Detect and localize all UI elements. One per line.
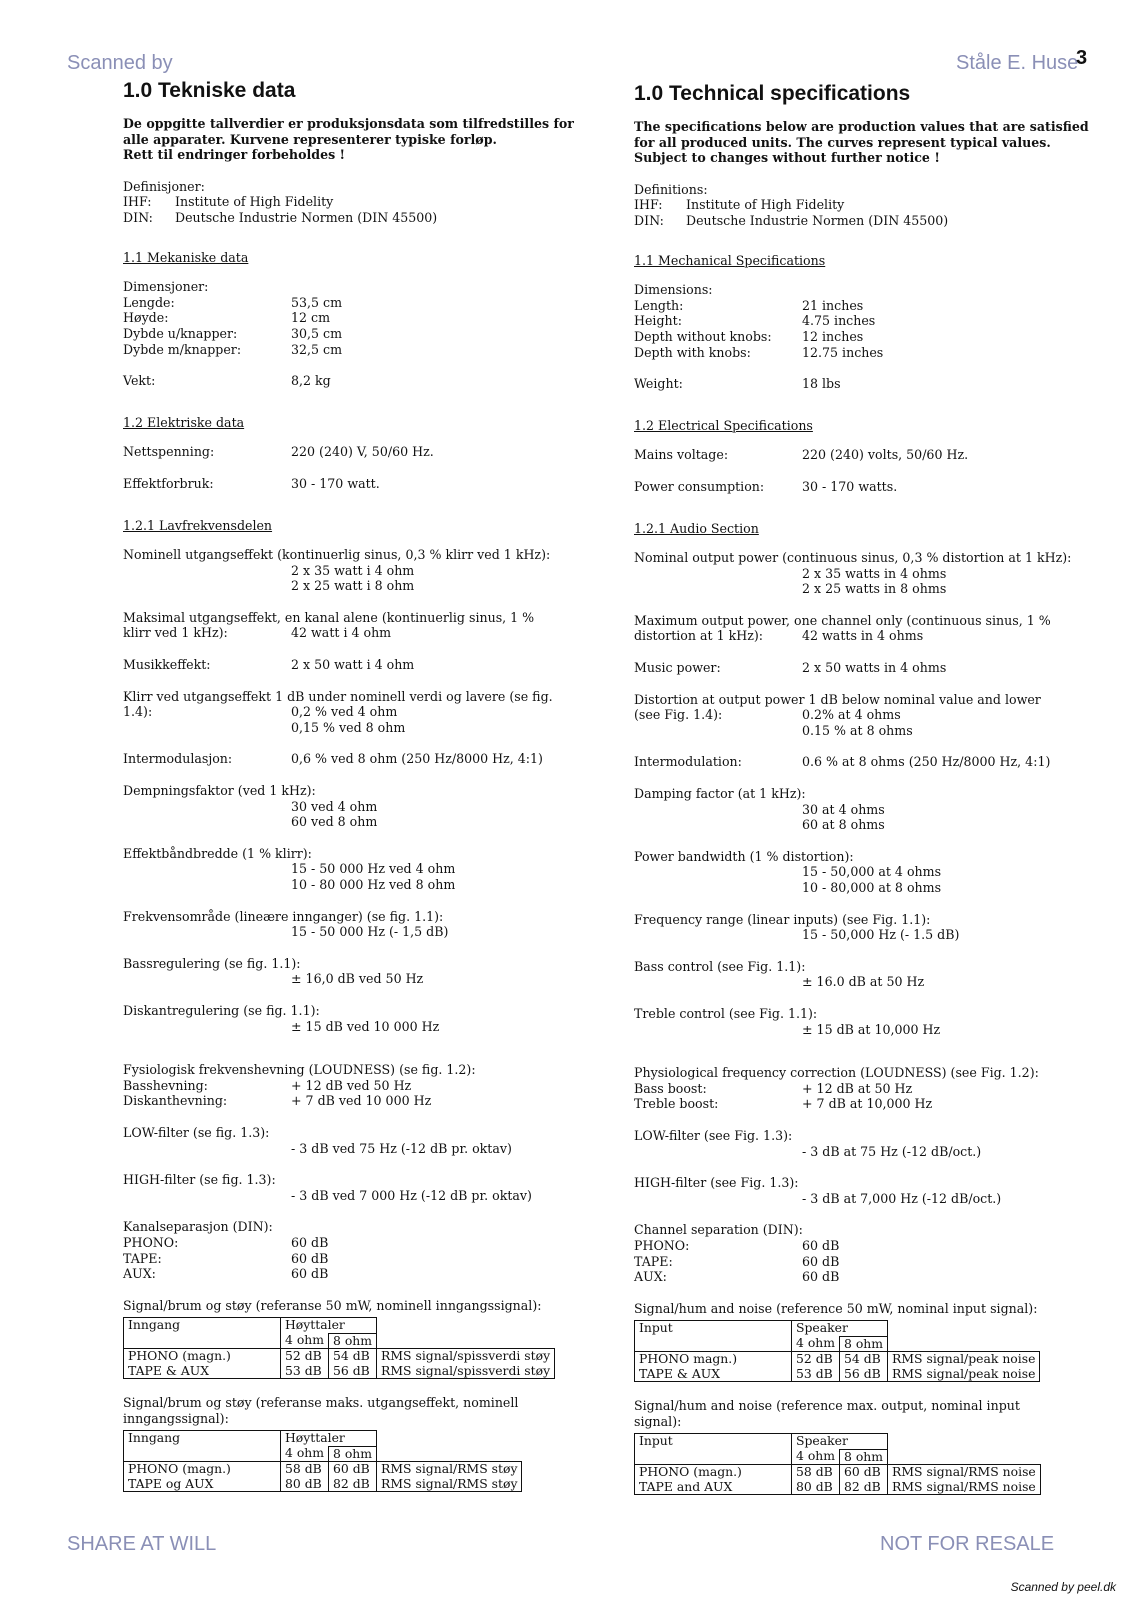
table-cell: 58 dB — [792, 1465, 840, 1480]
watermark-author: Ståle E. Huse — [956, 52, 1079, 74]
table-row — [635, 1465, 1041, 1480]
table-header: Inngang — [124, 1318, 281, 1349]
spec-value: 30 ved 4 ohm — [291, 798, 378, 814]
def-value: Institute of High Fidelity — [175, 194, 334, 210]
spec-value: 60 dB — [291, 1250, 329, 1266]
definitions — [634, 182, 1122, 229]
spec-value: 60 dB — [291, 1266, 329, 1282]
scan-credit: Scanned by peel.dk — [1010, 1580, 1116, 1594]
spec-value: 0.2% at 4 ohms — [802, 707, 901, 723]
spec-value: 15 - 50 000 Hz ved 4 ohm — [291, 861, 456, 877]
snr-table-2 — [634, 1433, 1041, 1495]
table-header: Input — [635, 1321, 792, 1352]
table-cell: PHONO magn.) — [635, 1352, 792, 1367]
spec-value: ± 15 dB at 10,000 Hz — [802, 1021, 941, 1037]
spec-value: 2 x 50 watt i 4 ohm — [291, 657, 415, 673]
spec-label: Power bandwidth (1 % distortion): — [634, 848, 854, 864]
spec-key: Diskanthevning: — [123, 1093, 228, 1109]
def-key: IHF: — [123, 194, 152, 210]
dimensions-label: Dimensjoner: — [123, 279, 209, 295]
spec-label: Frekvensområde (lineære innganger) (se fig. 1.1): — [123, 908, 444, 924]
def-key: DIN: — [634, 212, 664, 228]
spec-key: Lengde: — [123, 294, 175, 310]
spec-value: 60 dB — [802, 1253, 840, 1269]
spec-value: + 12 dB at 50 Hz — [802, 1080, 913, 1096]
table-header: Input — [635, 1434, 792, 1465]
spec-value: 60 ved 8 ohm — [291, 814, 378, 830]
spec-value: 42 watts in 4 ohms — [802, 628, 924, 644]
table-cell: 80 dB — [792, 1480, 840, 1495]
table-cell: TAPE & AUX — [635, 1367, 792, 1382]
table-header: 8 ohm — [840, 1449, 888, 1465]
snr-heading: Signal/hum and noise (reference 50 mW, nominal input signal): — [634, 1300, 1038, 1316]
spec-label: HIGH-filter (se fig. 1.3): — [123, 1172, 276, 1188]
snr-heading: Signal/brum og støy (referanse 50 mW, nominell inngangssignal): — [123, 1297, 542, 1313]
spec-key: distortion at 1 kHz): — [634, 628, 763, 644]
spec-value: 220 (240) volts, 50/60 Hz. — [802, 447, 969, 463]
mech-heading: 1.1 Mekaniske data — [123, 249, 249, 265]
spec-value: 2 x 25 watt i 8 ohm — [291, 578, 415, 594]
table-header: Speaker — [792, 1321, 888, 1337]
table-cell: 56 dB — [329, 1364, 377, 1379]
table-header: 8 ohm — [329, 1333, 377, 1349]
spec-key: Effektforbruk: — [123, 475, 214, 491]
table-cell: 52 dB — [281, 1349, 329, 1364]
spec-value: 42 watt i 4 ohm — [291, 625, 392, 641]
table-cell: 60 dB — [329, 1462, 377, 1477]
spec-label: Nominell utgangseffekt (kontinuerlig sinus, 0,3 % klirr ved 1 kHz): — [123, 547, 551, 563]
table-cell: 54 dB — [329, 1349, 377, 1364]
spec-value: 220 (240) V, 50/60 Hz. — [291, 444, 434, 460]
snr-table — [123, 1317, 555, 1379]
table-cell: TAPE and AUX — [635, 1480, 792, 1495]
spec-label: Nominal output power (continuous sinus, 0,3 % distortion at 1 kHz): — [634, 550, 1072, 566]
table-row — [124, 1364, 555, 1379]
table-cell: 58 dB — [281, 1462, 329, 1477]
spec-value: 10 - 80 000 Hz ved 8 ohm — [291, 877, 456, 892]
table-cell: RMS signal/RMS støy — [377, 1462, 522, 1477]
spec-key: Music power: — [634, 660, 721, 676]
spec-value: 0,2 % ved 4 ohm — [291, 704, 398, 720]
spec-key: AUX: — [634, 1269, 667, 1285]
table-cell: RMS signal/RMS noise — [888, 1465, 1041, 1480]
spec-key: AUX: — [123, 1266, 156, 1282]
spec-key: Intermodulasjon: — [123, 751, 233, 767]
spec-value: 0,6 % ved 8 ohm (250 Hz/8000 Hz, 4:1) — [291, 751, 543, 767]
spec-value: 2 x 25 watts in 8 ohms — [802, 581, 947, 597]
spec-label: Physiological frequency correction (LOUDNESS) (see Fig. 1.2): — [634, 1065, 1039, 1081]
section-title: 1.0 Tekniske data — [123, 79, 296, 102]
spec-key: TAPE: — [123, 1250, 162, 1266]
spec-value: 21 inches — [802, 297, 864, 313]
spec-label: Treble control (see Fig. 1.1): — [634, 1005, 818, 1021]
elec-heading: 1.2 Electrical Specifications — [634, 417, 813, 433]
spec-key: Height: — [634, 313, 682, 329]
spec-value: + 7 dB ved 10 000 Hz — [291, 1093, 432, 1109]
spec-value: 60 dB — [291, 1234, 329, 1250]
table-cell: 80 dB — [281, 1477, 329, 1492]
spec-label: Channel separation (DIN): — [634, 1222, 803, 1238]
table-cell: RMS signal/RMS støy — [377, 1477, 522, 1492]
audio-heading: 1.2.1 Lavfrekvensdelen — [123, 517, 273, 533]
watermark-share: SHARE AT WILL — [67, 1533, 217, 1555]
column-english — [634, 78, 1122, 1511]
spec-key: Basshevning: — [123, 1077, 208, 1093]
table-header: Speaker — [792, 1434, 888, 1450]
spec-value: 12 cm — [291, 310, 331, 326]
table-cell: 54 dB — [840, 1352, 888, 1367]
section-title: 1.0 Technical specifications — [634, 82, 911, 105]
audio-heading: 1.2.1 Audio Section — [634, 520, 759, 536]
spec-key: Depth without knobs: — [634, 328, 772, 344]
spec-key: Power consumption: — [634, 478, 765, 494]
spec-key: Bass boost: — [634, 1080, 707, 1096]
table-header: Høyttaler — [281, 1431, 377, 1447]
table-row — [124, 1462, 522, 1477]
spec-key: Intermodulation: — [634, 754, 742, 770]
spec-value: 53,5 cm — [291, 294, 343, 310]
page-number: 3 — [1076, 47, 1088, 69]
def-value: Deutsche Industrie Normen (DIN 45500) — [686, 212, 949, 228]
spec-label: Kanalseparasjon (DIN): — [123, 1219, 273, 1235]
table-cell: 52 dB — [792, 1352, 840, 1367]
table-header: 4 ohm — [792, 1449, 840, 1465]
spec-value: 0.6 % at 8 ohms (250 Hz/8000 Hz, 4:1) — [802, 754, 1051, 770]
spec-value: 4.75 inches — [802, 313, 876, 329]
mech-block — [123, 279, 609, 357]
spec-key: klirr ved 1 kHz): — [123, 625, 228, 641]
spec-key: Høyde: — [123, 310, 169, 326]
spec-value: 2 x 35 watt i 4 ohm — [291, 562, 415, 578]
table-row — [124, 1477, 522, 1492]
table-cell: RMS signal/RMS noise — [888, 1480, 1041, 1495]
spec-value: - 3 dB at 75 Hz (-12 dB/oct.) — [802, 1143, 982, 1159]
definitions-heading: Definitions: — [634, 181, 708, 197]
table-row — [635, 1480, 1041, 1495]
spec-label: Frequency range (linear inputs) (see Fig. 1.1): — [634, 911, 931, 927]
spec-value: 32,5 cm — [291, 341, 343, 357]
table-cell: RMS signal/peak noise — [888, 1352, 1040, 1367]
spec-key: Dybde m/knapper: — [123, 341, 242, 357]
spec-label: Bassregulering (se fig. 1.1): — [123, 955, 301, 971]
spec-key: PHONO: — [634, 1237, 690, 1253]
spec-value: 2 x 50 watts in 4 ohms — [802, 660, 947, 676]
spec-key: (see Fig. 1.4): — [634, 707, 723, 723]
spec-key: Depth with knobs: — [634, 344, 751, 360]
table-cell: 60 dB — [840, 1465, 888, 1480]
spec-label: LOW-filter (se fig. 1.3): — [123, 1124, 270, 1140]
spec-value: 0,15 % ved 8 ohm — [291, 719, 406, 735]
table-cell: RMS signal/peak noise — [888, 1367, 1040, 1382]
spec-label: Diskantregulering (se fig. 1.1): — [123, 1002, 320, 1018]
intro-text: The specifications below are production values that are satisfied for all produced units. The curves represent typical values. Subject to changes without further notice ! — [634, 119, 1089, 166]
spec-key: Length: — [634, 297, 684, 313]
spec-label: Dempningsfaktor (ved 1 kHz): — [123, 783, 316, 799]
spec-value: 15 - 50,000 Hz (- 1.5 dB) — [802, 927, 960, 943]
table-cell: TAPE og AUX — [124, 1477, 281, 1492]
table-cell: PHONO (magn.) — [124, 1462, 281, 1477]
table-header: Inngang — [124, 1431, 281, 1462]
spec-value: 15 - 50,000 at 4 ohms — [802, 864, 942, 880]
spec-key: Vekt: — [123, 373, 156, 389]
table-header: 4 ohm — [281, 1333, 329, 1349]
table-row — [635, 1352, 1040, 1367]
spec-value: 30 - 170 watts. — [802, 478, 898, 494]
spec-value: 2 x 35 watts in 4 ohms — [802, 565, 947, 581]
spec-key: TAPE: — [634, 1253, 673, 1269]
spec-value: 10 - 80,000 at 8 ohms — [802, 880, 942, 895]
def-value: Deutsche Industrie Normen (DIN 45500) — [175, 209, 438, 225]
table-cell: 53 dB — [281, 1364, 329, 1379]
watermark-resale: NOT FOR RESALE — [880, 1533, 1055, 1555]
spec-value: 30 - 170 watt. — [291, 475, 380, 491]
table-cell: TAPE & AUX — [124, 1364, 281, 1379]
definitions-heading: Definisjoner: — [123, 178, 205, 194]
mech-heading: 1.1 Mechanical Specifications — [634, 252, 826, 268]
spec-label: Maximum output power, one channel only (continuous sinus, 1 % — [634, 612, 1051, 628]
def-value: Institute of High Fidelity — [686, 197, 845, 213]
spec-label: Damping factor (at 1 kHz): — [634, 786, 806, 802]
table-cell: 56 dB — [840, 1367, 888, 1382]
table-cell: 82 dB — [840, 1480, 888, 1495]
spec-key: Mains voltage: — [634, 447, 729, 463]
spec-value: 8,2 kg — [291, 373, 331, 389]
spec-label: Effektbåndbredde (1 % klirr): — [123, 845, 312, 861]
snr-table-2 — [123, 1430, 522, 1492]
spec-value: 30,5 cm — [291, 325, 343, 341]
table-cell: PHONO (magn.) — [124, 1349, 281, 1364]
spec-value: ± 16,0 dB ved 50 Hz — [291, 971, 424, 987]
spec-key: PHONO: — [123, 1234, 179, 1250]
spec-value: 12 inches — [802, 328, 864, 344]
spec-label: LOW-filter (see Fig. 1.3): — [634, 1127, 793, 1143]
spec-value: 12.75 inches — [802, 344, 884, 360]
snr-heading-2: Signal/hum and noise (reference max. output, nominal input signal): — [634, 1398, 1020, 1429]
table-header: 4 ohm — [792, 1336, 840, 1352]
table-cell: 53 dB — [792, 1367, 840, 1382]
intro-text: De oppgitte tallverdier er produksjonsdata som tilfredstilles for alle apparater. Kurvene representerer typiske forløp. Rett til endringer forbeholdes ! — [123, 116, 574, 163]
table-header: 4 ohm — [281, 1446, 329, 1462]
table-cell: 82 dB — [329, 1477, 377, 1492]
spec-label: Distortion at output power 1 dB below nominal value and lower — [634, 691, 1041, 707]
spec-key: Dybde u/knapper: — [123, 325, 238, 341]
spec-value: + 12 dB ved 50 Hz — [291, 1077, 412, 1093]
spec-value: 18 lbs — [802, 376, 841, 392]
spec-key: Nettspenning: — [123, 444, 215, 460]
definitions — [123, 179, 609, 226]
def-key: IHF: — [634, 197, 663, 213]
spec-value: 15 - 50 000 Hz (- 1,5 dB) — [291, 924, 449, 940]
table-header: Høyttaler — [281, 1318, 377, 1334]
table-row — [124, 1349, 555, 1364]
dimensions-label: Dimensions: — [634, 282, 713, 298]
table-cell: PHONO (magn.) — [635, 1465, 792, 1480]
spec-key: Musikkeffekt: — [123, 657, 211, 673]
spec-value: 60 dB — [802, 1237, 840, 1253]
spec-value: - 3 dB ved 7 000 Hz (-12 dB pr. oktav) — [291, 1187, 532, 1203]
snr-table — [634, 1320, 1040, 1382]
def-key: DIN: — [123, 209, 153, 225]
spec-value: + 7 dB at 10,000 Hz — [802, 1096, 933, 1112]
spec-label: Bass control (see Fig. 1.1): — [634, 958, 806, 974]
mech-block — [634, 282, 1122, 360]
watermark-scanned-by: Scanned by — [67, 52, 173, 74]
table-header: 8 ohm — [329, 1446, 377, 1462]
table-header: 8 ohm — [840, 1336, 888, 1352]
table-cell: RMS signal/spissverdi støy — [377, 1349, 555, 1364]
spec-value: - 3 dB ved 75 Hz (-12 dB pr. oktav) — [291, 1140, 512, 1156]
spec-value: 60 dB — [802, 1269, 840, 1285]
spec-value: ± 16.0 dB at 50 Hz — [802, 974, 925, 990]
column-norwegian — [123, 78, 609, 1508]
spec-key: 1.4): — [123, 704, 153, 720]
spec-value: ± 15 dB ved 10 000 Hz — [291, 1018, 440, 1034]
spec-value: 0.15 % at 8 ohms — [802, 722, 913, 738]
snr-heading-2: Signal/brum og støy (referanse maks. utgangseffekt, nominell inngangssignal): — [123, 1395, 519, 1426]
elec-heading: 1.2 Elektriske data — [123, 414, 245, 430]
spec-label: HIGH-filter (see Fig. 1.3): — [634, 1175, 799, 1191]
spec-label: Maksimal utgangseffekt, en kanal alene (kontinuerlig sinus, 1 % — [123, 609, 535, 625]
spec-value: 60 at 8 ohms — [802, 817, 885, 833]
spec-key: Weight: — [634, 376, 683, 392]
spec-label: Fysiologisk frekvenshevning (LOUDNESS) (se fig. 1.2): — [123, 1062, 476, 1078]
table-cell: RMS signal/spissverdi støy — [377, 1364, 555, 1379]
spec-value: 30 at 4 ohms — [802, 801, 885, 817]
spec-label: Klirr ved utgangseffekt 1 dB under nominell verdi og lavere (se fig. — [123, 688, 553, 704]
spec-key: Treble boost: — [634, 1096, 719, 1112]
spec-value: - 3 dB at 7,000 Hz (-12 dB/oct.) — [802, 1190, 1002, 1206]
table-row — [635, 1367, 1040, 1382]
